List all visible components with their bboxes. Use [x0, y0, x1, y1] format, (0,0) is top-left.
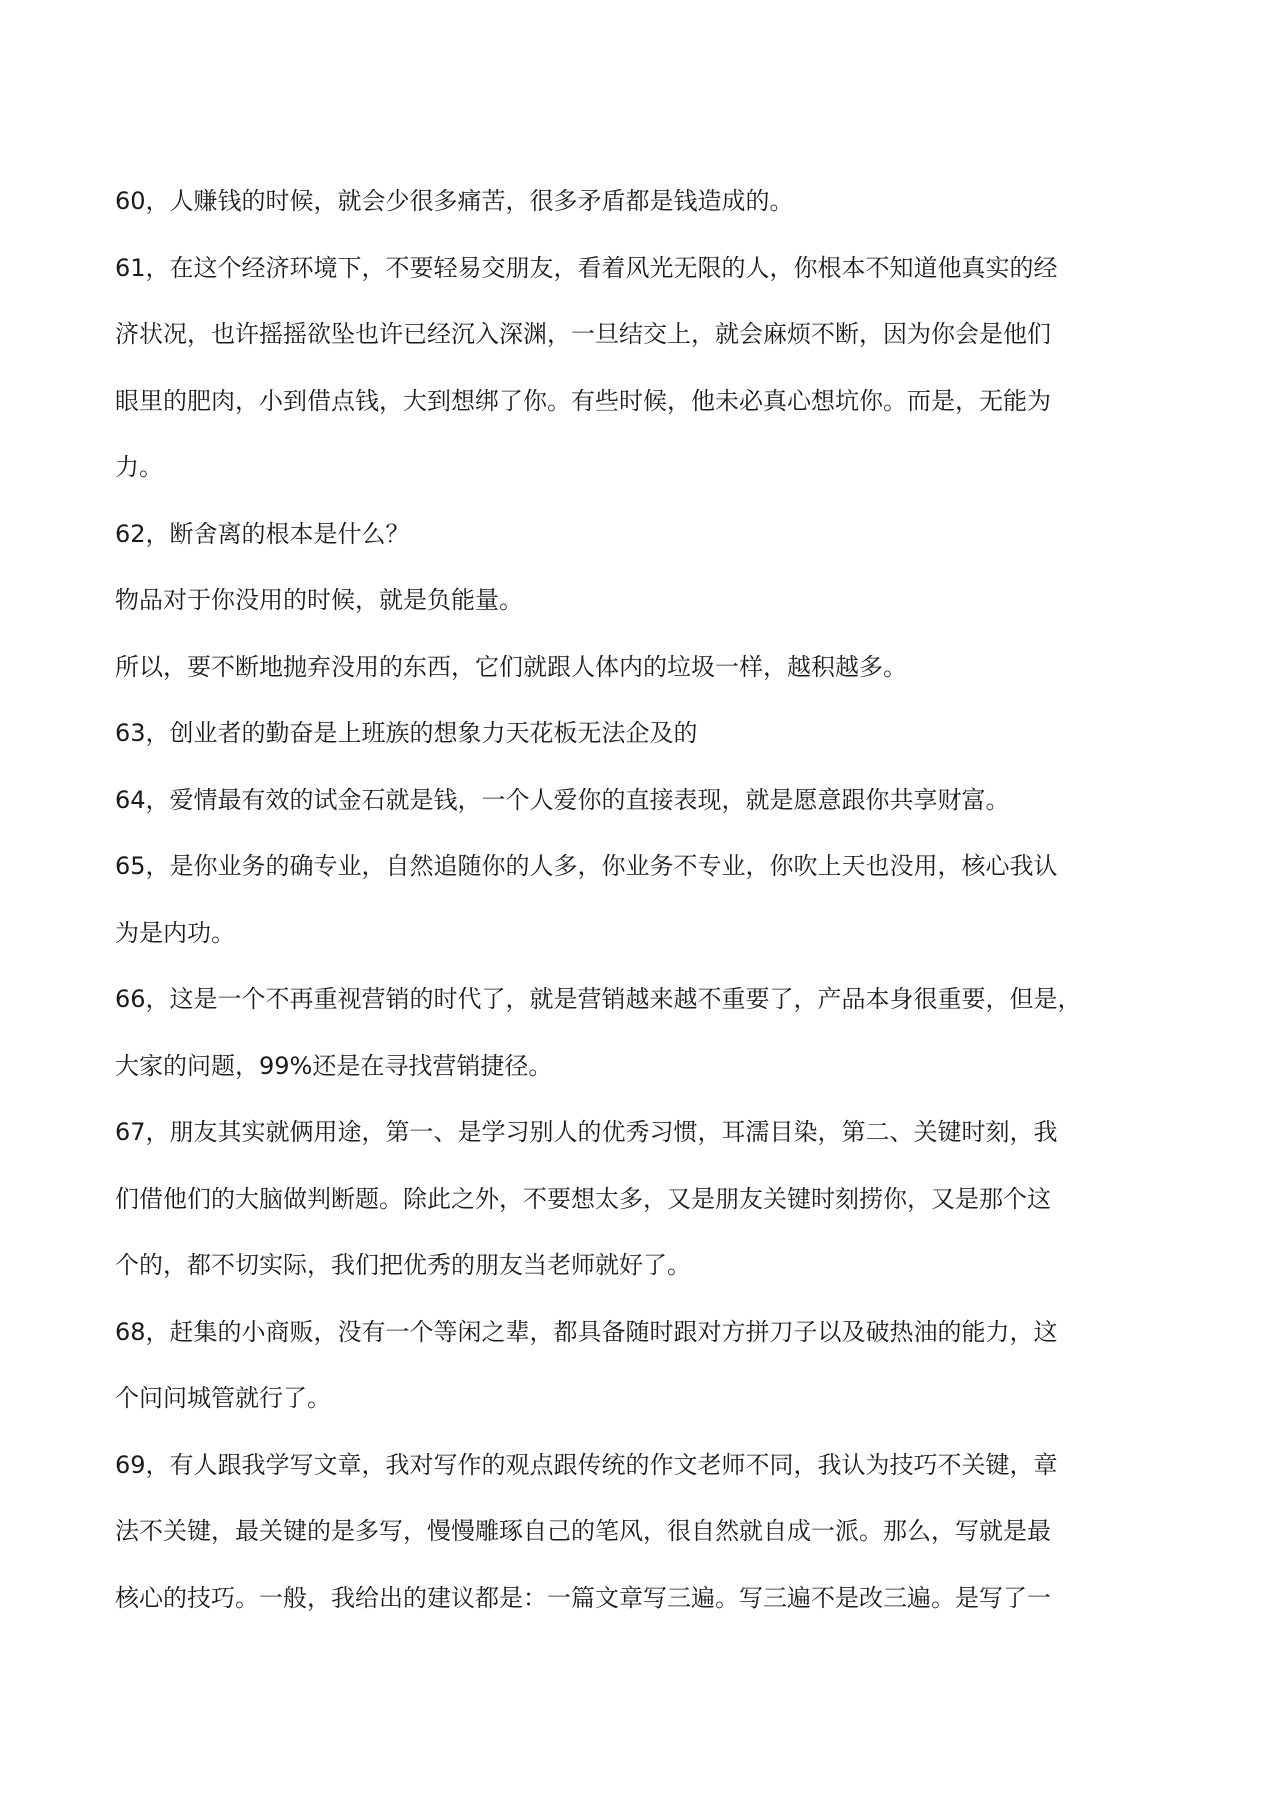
text-line-14: 大家的问题，99%还是在寻找营销捷径。 [115, 1051, 553, 1080]
text-line-10: 64，爱情最有效的试金石就是钱，一个人爱你的直接表现，就是愿意跟你共享财富。 [115, 785, 1010, 814]
text-line-9: 63，创业者的勤奋是上班族的想象力天花板无法企及的 [115, 719, 698, 747]
text-line-22: 核心的技巧。一般，我给出的建议都是：一篇文章写三遍。写三遍不是改三遍。是写了一 [115, 1583, 1051, 1612]
text-line-15: 67，朋友其实就俩用途，第一、是学习别人的优秀习惯，耳濡目染，第二、关键时刻，我 [115, 1118, 1058, 1146]
text-line-8: 所以，要不断地抛弃没用的东西，它们就跟人体内的垃圾一样，越积越多。 [115, 652, 907, 681]
text-line-3: 济状况，也许摇摇欲坠也许已经沉入深渊，一旦结交上，就会麻烦不断，因为你会是他们 [115, 320, 1051, 348]
text-line-6: 62，断舍离的根本是什么？ [115, 519, 410, 548]
text-line-18: 68，赶集的小商贩，没有一个等闲之辈，都具备随时跟对方拼刀子以及破热油的能力，这 [115, 1317, 1058, 1346]
text-line-17: 个的，都不切实际，我们把优秀的朋友当老师就好了。 [115, 1251, 691, 1279]
text-line-2: 61，在这个经济环境下，不要轻易交朋友，看着风光无限的人，你根本不知道他真实的经 [115, 253, 1058, 282]
text-line-5: 力。 [115, 453, 163, 481]
text-line-16: 们借他们的大脑做判断题。除此之外，不要想太多，又是朋友关键时刻捞你，又是那个这 [115, 1184, 1051, 1213]
text-line-19: 个问问城管就行了。 [115, 1384, 331, 1412]
text-line-13: 66，这是一个不再重视营销的时代了，就是营销越来越不重要了，产品本身很重要，但是， [115, 985, 1082, 1013]
text-line-21: 法不关键，最关键的是多写，慢慢雕琢自己的笔风，很自然就自成一派。那么，写就是最 [115, 1517, 1051, 1545]
text-line-20: 69，有人跟我学写文章，我对写作的观点跟传统的作文老师不同，我认为技巧不关键，章 [115, 1450, 1058, 1479]
text-line-1: 60，人赚钱的时候，就会少很多痛苦，很多矛盾都是钱造成的。 [115, 187, 794, 215]
text-line-4: 眼里的肥肉，小到借点钱，大到想绑了你。有些时候，他未必真心想坑你。而是，无能为 [115, 386, 1051, 415]
document-body [115, 168, 1165, 1631]
text-line-7: 物品对于你没用的时候，就是负能量。 [115, 586, 523, 614]
text-line-12: 为是内功。 [115, 918, 235, 947]
text-line-11: 65，是你业务的确专业，自然追随你的人多，你业务不专业，你吹上天也没用，核心我认 [115, 852, 1058, 880]
